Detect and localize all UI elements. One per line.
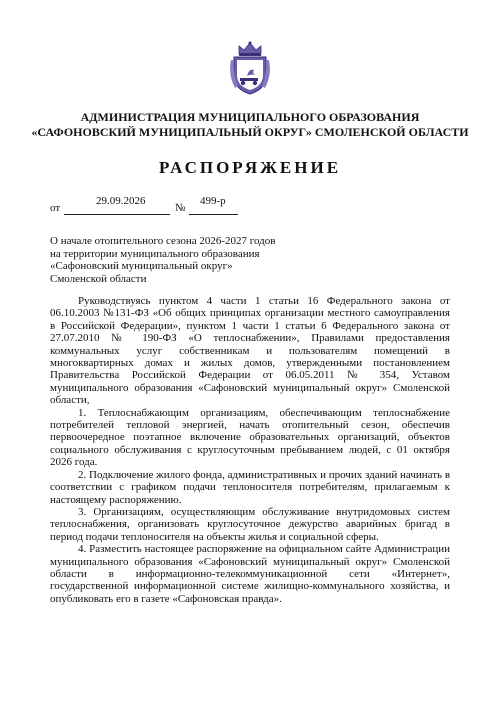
number-underline xyxy=(189,214,238,215)
subject-line: «Сафоновский муниципальный округ» xyxy=(50,260,233,272)
clause-paragraph: 3. Организациям, осуществляющим обслуживание внутридомовых систем теплоснабжения, организовать круглосуточное дежурство аварийных бригад в период подачи теплоносителя на объекты жилья и социальной сферы. xyxy=(50,505,450,543)
date-underline xyxy=(64,214,170,215)
subject-line: Смоленской области xyxy=(50,272,147,285)
clause-paragraph: 2. Подключение жилого фонда, административных и прочих зданий начинать в соответствии с графиком подачи теплоносителя потребителям, прилагаемым к настоящему распоряжению. xyxy=(50,468,451,506)
document-number: 499-р xyxy=(200,195,226,207)
date-number-line xyxy=(50,195,300,215)
number-label: № xyxy=(175,202,186,214)
coat-of-arms-icon xyxy=(227,40,273,96)
document-type-title: РАСПОРЯЖЕНИЕ xyxy=(158,158,342,177)
preamble-paragraph: Руководствуясь пунктом 4 части 1 статьи 16 Федерального закона от 06.10.2003 №131-ФЗ «Об общих принципах организации местного самоуправления в Российской Федерации», пунктом 1 части 1 статьи 6 Федерального закона от 27.07.2010 № 190-ФЗ «О теплоснабжении», Правилами предоставления коммунальных услуг собственникам и пользователям помещений в многоквартирных домах и жилых домов, утвержденными постановлением Правительства Российской Федерации от 06.05.2011 № 354, Уставом муниципального образования «Сафоновский муниципальный округ» Смоленской области, xyxy=(50,295,450,407)
document-body xyxy=(50,295,450,605)
administration-subtitle: «САФОНОВСКИЙ МУНИЦИПАЛЬНЫЙ ОКРУГ» СМОЛЕНСКОЙ ОБЛАСТИ xyxy=(31,125,469,139)
administration-title: АДМИНИСТРАЦИЯ МУНИЦИПАЛЬНОГО ОБРАЗОВАНИЯ xyxy=(80,110,420,124)
subject-line: О начале отопительного сезона 2026-2027 годов xyxy=(50,235,276,247)
date-label: от xyxy=(50,202,61,214)
document-date: 29.09.2026 xyxy=(96,195,146,207)
subject-line: на территории муниципального образования xyxy=(50,247,260,260)
document-subject xyxy=(50,235,275,285)
clause-paragraph: 1. Теплоснабжающим организациям, обеспечивающим теплоснабжение потребителей тепловой энергией, начать отопительный сезон, обеспечив первоочередное поэтапное включение образовательных организаций, объектов социального обслуживания с круглосуточным пребыванием людей, с 01 октября 2026 года. xyxy=(50,406,450,469)
clause-paragraph: 4. Разместить настоящее распоряжение на официальном сайте Администрации муниципального образования «Сафоновский муниципальный округ» Смоленской области в информационно-телекоммуникационной сети «Интернет», государственной информационной системе жилищно-коммунального хозяйства, и опубликовать его в газете «Сафоновская правда». xyxy=(50,543,450,605)
